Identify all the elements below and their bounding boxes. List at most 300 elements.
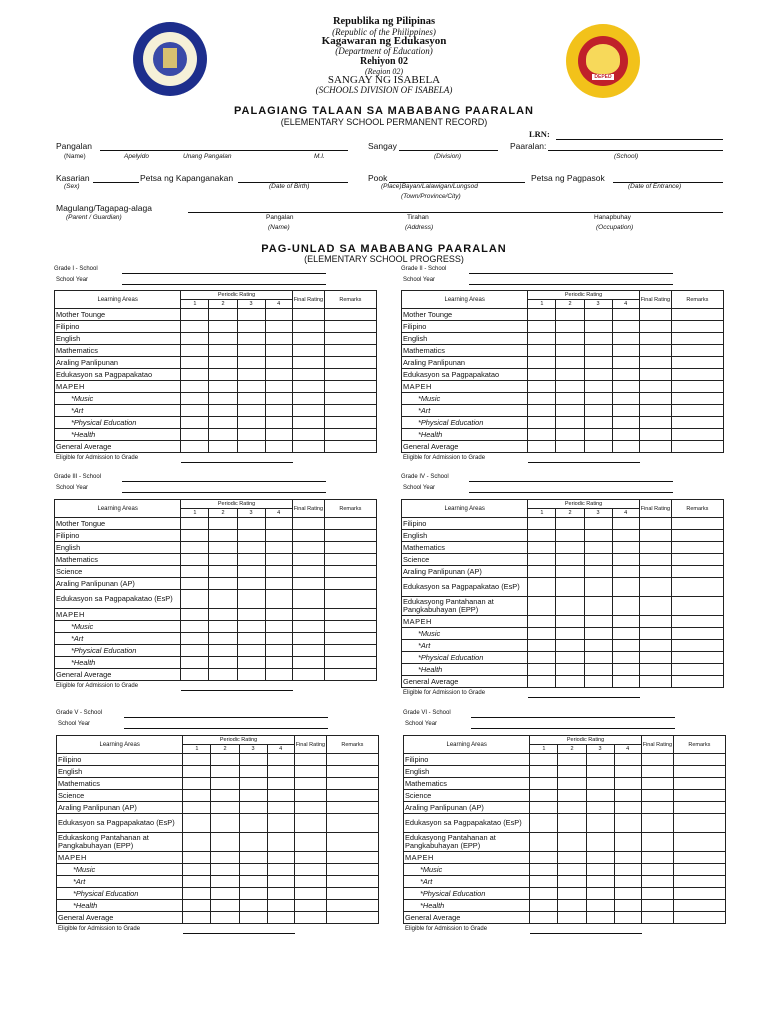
rating-cell[interactable]	[211, 833, 239, 852]
rating-cell[interactable]	[326, 852, 378, 864]
rating-cell[interactable]	[237, 357, 265, 369]
rating-cell[interactable]	[292, 518, 324, 530]
rating-cell[interactable]	[614, 876, 641, 888]
rating-cell[interactable]	[584, 357, 612, 369]
rating-cell[interactable]	[183, 754, 211, 766]
rating-cell[interactable]	[528, 357, 556, 369]
rating-cell[interactable]	[209, 578, 237, 590]
rating-cell[interactable]	[673, 852, 725, 864]
rating-cell[interactable]	[326, 833, 378, 852]
rating-cell[interactable]	[265, 633, 292, 645]
rating-cell[interactable]	[292, 357, 324, 369]
rating-cell[interactable]	[209, 381, 237, 393]
rating-cell[interactable]	[530, 802, 558, 814]
rating-cell[interactable]	[209, 357, 237, 369]
rating-cell[interactable]	[294, 912, 326, 924]
rating-cell[interactable]	[584, 333, 612, 345]
rating-cell[interactable]	[556, 597, 584, 616]
rating-cell[interactable]	[584, 429, 612, 441]
rating-cell[interactable]	[181, 345, 209, 357]
rating-cell[interactable]	[209, 417, 237, 429]
rating-cell[interactable]	[556, 616, 584, 628]
rating-cell[interactable]	[326, 754, 378, 766]
rating-cell[interactable]	[530, 778, 558, 790]
rating-cell[interactable]	[639, 652, 671, 664]
rating-cell[interactable]	[584, 321, 612, 333]
rating-cell[interactable]	[209, 441, 237, 453]
rating-cell[interactable]	[528, 417, 556, 429]
rating-cell[interactable]	[294, 900, 326, 912]
rating-cell[interactable]	[324, 405, 376, 417]
rating-cell[interactable]	[181, 621, 209, 633]
rating-cell[interactable]	[584, 652, 612, 664]
grade-school-field[interactable]	[124, 717, 328, 718]
rating-cell[interactable]	[209, 393, 237, 405]
rating-cell[interactable]	[586, 766, 614, 778]
rating-cell[interactable]	[558, 802, 586, 814]
eligible-field[interactable]	[183, 933, 295, 934]
rating-cell[interactable]	[239, 766, 267, 778]
rating-cell[interactable]	[239, 790, 267, 802]
rating-cell[interactable]	[528, 554, 556, 566]
rating-cell[interactable]	[528, 369, 556, 381]
rating-cell[interactable]	[612, 393, 639, 405]
rating-cell[interactable]	[556, 429, 584, 441]
rating-cell[interactable]	[265, 357, 292, 369]
rating-cell[interactable]	[324, 645, 376, 657]
rating-cell[interactable]	[237, 554, 265, 566]
rating-cell[interactable]	[612, 309, 639, 321]
grade-school-field[interactable]	[469, 273, 673, 274]
eligible-field[interactable]	[530, 933, 642, 934]
rating-cell[interactable]	[639, 441, 671, 453]
rating-cell[interactable]	[183, 864, 211, 876]
rating-cell[interactable]	[181, 405, 209, 417]
rating-cell[interactable]	[639, 597, 671, 616]
rating-cell[interactable]	[265, 621, 292, 633]
rating-cell[interactable]	[641, 852, 673, 864]
rating-cell[interactable]	[265, 590, 292, 609]
rating-cell[interactable]	[612, 554, 639, 566]
rating-cell[interactable]	[671, 628, 723, 640]
rating-cell[interactable]	[639, 628, 671, 640]
rating-cell[interactable]	[211, 852, 239, 864]
rating-cell[interactable]	[294, 888, 326, 900]
rating-cell[interactable]	[584, 345, 612, 357]
rating-cell[interactable]	[183, 888, 211, 900]
grade-school-field[interactable]	[122, 481, 326, 482]
rating-cell[interactable]	[292, 429, 324, 441]
rating-cell[interactable]	[612, 566, 639, 578]
rating-cell[interactable]	[265, 333, 292, 345]
rating-cell[interactable]	[558, 754, 586, 766]
rating-cell[interactable]	[239, 754, 267, 766]
rating-cell[interactable]	[558, 766, 586, 778]
rating-cell[interactable]	[181, 518, 209, 530]
rating-cell[interactable]	[211, 876, 239, 888]
rating-cell[interactable]	[237, 645, 265, 657]
rating-cell[interactable]	[673, 790, 725, 802]
rating-cell[interactable]	[556, 441, 584, 453]
rating-cell[interactable]	[237, 345, 265, 357]
rating-cell[interactable]	[265, 645, 292, 657]
rating-cell[interactable]	[324, 369, 376, 381]
rating-cell[interactable]	[239, 802, 267, 814]
rating-cell[interactable]	[671, 530, 723, 542]
rating-cell[interactable]	[326, 864, 378, 876]
rating-cell[interactable]	[209, 369, 237, 381]
rating-cell[interactable]	[556, 640, 584, 652]
rating-cell[interactable]	[324, 309, 376, 321]
rating-cell[interactable]	[181, 357, 209, 369]
rating-cell[interactable]	[639, 676, 671, 688]
rating-cell[interactable]	[265, 393, 292, 405]
rating-cell[interactable]	[639, 542, 671, 554]
rating-cell[interactable]	[671, 616, 723, 628]
rating-cell[interactable]	[239, 876, 267, 888]
rating-cell[interactable]	[239, 852, 267, 864]
rating-cell[interactable]	[265, 554, 292, 566]
rating-cell[interactable]	[181, 309, 209, 321]
rating-cell[interactable]	[584, 369, 612, 381]
rating-cell[interactable]	[586, 790, 614, 802]
rating-cell[interactable]	[612, 616, 639, 628]
rating-cell[interactable]	[209, 345, 237, 357]
rating-cell[interactable]	[641, 912, 673, 924]
rating-cell[interactable]	[641, 802, 673, 814]
rating-cell[interactable]	[639, 429, 671, 441]
rating-cell[interactable]	[586, 852, 614, 864]
rating-cell[interactable]	[267, 864, 294, 876]
grade-school-field[interactable]	[469, 481, 673, 482]
rating-cell[interactable]	[530, 912, 558, 924]
rating-cell[interactable]	[673, 888, 725, 900]
rating-cell[interactable]	[181, 333, 209, 345]
rating-cell[interactable]	[671, 345, 723, 357]
rating-cell[interactable]	[209, 645, 237, 657]
rating-cell[interactable]	[530, 754, 558, 766]
rating-cell[interactable]	[267, 778, 294, 790]
rating-cell[interactable]	[671, 333, 723, 345]
rating-cell[interactable]	[671, 309, 723, 321]
rating-cell[interactable]	[294, 864, 326, 876]
school-year-field[interactable]	[471, 728, 675, 729]
rating-cell[interactable]	[326, 888, 378, 900]
rating-cell[interactable]	[211, 778, 239, 790]
rating-cell[interactable]	[181, 633, 209, 645]
rating-cell[interactable]	[530, 852, 558, 864]
rating-cell[interactable]	[558, 912, 586, 924]
rating-cell[interactable]	[639, 616, 671, 628]
rating-cell[interactable]	[584, 417, 612, 429]
rating-cell[interactable]	[324, 381, 376, 393]
rating-cell[interactable]	[612, 578, 639, 597]
rating-cell[interactable]	[639, 417, 671, 429]
rating-cell[interactable]	[586, 864, 614, 876]
rating-cell[interactable]	[671, 652, 723, 664]
rating-cell[interactable]	[556, 417, 584, 429]
rating-cell[interactable]	[237, 309, 265, 321]
rating-cell[interactable]	[292, 621, 324, 633]
rating-cell[interactable]	[237, 518, 265, 530]
rating-cell[interactable]	[211, 754, 239, 766]
rating-cell[interactable]	[584, 640, 612, 652]
rating-cell[interactable]	[584, 381, 612, 393]
rating-cell[interactable]	[324, 417, 376, 429]
rating-cell[interactable]	[183, 900, 211, 912]
rating-cell[interactable]	[528, 652, 556, 664]
rating-cell[interactable]	[267, 802, 294, 814]
rating-cell[interactable]	[556, 345, 584, 357]
rating-cell[interactable]	[612, 345, 639, 357]
rating-cell[interactable]	[324, 393, 376, 405]
lrn-field[interactable]	[556, 139, 723, 140]
rating-cell[interactable]	[324, 333, 376, 345]
school-year-field[interactable]	[122, 492, 326, 493]
rating-cell[interactable]	[556, 566, 584, 578]
rating-cell[interactable]	[556, 393, 584, 405]
rating-cell[interactable]	[671, 321, 723, 333]
rating-cell[interactable]	[586, 754, 614, 766]
rating-cell[interactable]	[671, 542, 723, 554]
rating-cell[interactable]	[639, 357, 671, 369]
school-year-field[interactable]	[122, 284, 326, 285]
rating-cell[interactable]	[181, 657, 209, 669]
rating-cell[interactable]	[530, 864, 558, 876]
sex-field[interactable]	[93, 182, 139, 183]
rating-cell[interactable]	[237, 609, 265, 621]
rating-cell[interactable]	[612, 441, 639, 453]
rating-cell[interactable]	[558, 778, 586, 790]
rating-cell[interactable]	[326, 790, 378, 802]
rating-cell[interactable]	[181, 381, 209, 393]
rating-cell[interactable]	[239, 864, 267, 876]
rating-cell[interactable]	[639, 309, 671, 321]
rating-cell[interactable]	[673, 754, 725, 766]
rating-cell[interactable]	[673, 876, 725, 888]
rating-cell[interactable]	[292, 554, 324, 566]
rating-cell[interactable]	[324, 657, 376, 669]
rating-cell[interactable]	[267, 814, 294, 833]
rating-cell[interactable]	[237, 369, 265, 381]
rating-cell[interactable]	[528, 676, 556, 688]
rating-cell[interactable]	[267, 888, 294, 900]
rating-cell[interactable]	[326, 814, 378, 833]
rating-cell[interactable]	[183, 852, 211, 864]
rating-cell[interactable]	[324, 633, 376, 645]
rating-cell[interactable]	[641, 900, 673, 912]
rating-cell[interactable]	[584, 676, 612, 688]
rating-cell[interactable]	[267, 876, 294, 888]
rating-cell[interactable]	[558, 876, 586, 888]
rating-cell[interactable]	[584, 393, 612, 405]
rating-cell[interactable]	[584, 664, 612, 676]
rating-cell[interactable]	[265, 609, 292, 621]
rating-cell[interactable]	[614, 754, 641, 766]
rating-cell[interactable]	[556, 333, 584, 345]
rating-cell[interactable]	[211, 864, 239, 876]
rating-cell[interactable]	[612, 640, 639, 652]
rating-cell[interactable]	[614, 912, 641, 924]
rating-cell[interactable]	[556, 530, 584, 542]
rating-cell[interactable]	[671, 429, 723, 441]
rating-cell[interactable]	[181, 429, 209, 441]
rating-cell[interactable]	[292, 381, 324, 393]
rating-cell[interactable]	[326, 766, 378, 778]
rating-cell[interactable]	[237, 393, 265, 405]
rating-cell[interactable]	[324, 429, 376, 441]
rating-cell[interactable]	[639, 566, 671, 578]
rating-cell[interactable]	[641, 790, 673, 802]
rating-cell[interactable]	[641, 833, 673, 852]
rating-cell[interactable]	[528, 566, 556, 578]
rating-cell[interactable]	[239, 900, 267, 912]
rating-cell[interactable]	[641, 888, 673, 900]
rating-cell[interactable]	[673, 802, 725, 814]
rating-cell[interactable]	[211, 814, 239, 833]
rating-cell[interactable]	[639, 345, 671, 357]
rating-cell[interactable]	[641, 876, 673, 888]
rating-cell[interactable]	[267, 766, 294, 778]
rating-cell[interactable]	[528, 542, 556, 554]
rating-cell[interactable]	[294, 754, 326, 766]
rating-cell[interactable]	[584, 441, 612, 453]
rating-cell[interactable]	[673, 900, 725, 912]
rating-cell[interactable]	[294, 852, 326, 864]
rating-cell[interactable]	[614, 888, 641, 900]
rating-cell[interactable]	[639, 554, 671, 566]
rating-cell[interactable]	[558, 888, 586, 900]
rating-cell[interactable]	[614, 802, 641, 814]
rating-cell[interactable]	[292, 309, 324, 321]
parent-field[interactable]	[188, 212, 723, 213]
rating-cell[interactable]	[181, 321, 209, 333]
rating-cell[interactable]	[671, 441, 723, 453]
rating-cell[interactable]	[265, 530, 292, 542]
rating-cell[interactable]	[181, 554, 209, 566]
rating-cell[interactable]	[211, 790, 239, 802]
rating-cell[interactable]	[612, 652, 639, 664]
rating-cell[interactable]	[237, 429, 265, 441]
rating-cell[interactable]	[528, 321, 556, 333]
rating-cell[interactable]	[211, 912, 239, 924]
rating-cell[interactable]	[556, 676, 584, 688]
rating-cell[interactable]	[209, 590, 237, 609]
rating-cell[interactable]	[639, 333, 671, 345]
rating-cell[interactable]	[292, 333, 324, 345]
rating-cell[interactable]	[209, 518, 237, 530]
rating-cell[interactable]	[584, 405, 612, 417]
rating-cell[interactable]	[267, 754, 294, 766]
school-year-field[interactable]	[469, 284, 673, 285]
rating-cell[interactable]	[239, 888, 267, 900]
rating-cell[interactable]	[237, 578, 265, 590]
rating-cell[interactable]	[612, 664, 639, 676]
rating-cell[interactable]	[639, 369, 671, 381]
rating-cell[interactable]	[671, 578, 723, 597]
rating-cell[interactable]	[324, 578, 376, 590]
rating-cell[interactable]	[558, 900, 586, 912]
rating-cell[interactable]	[292, 566, 324, 578]
rating-cell[interactable]	[267, 833, 294, 852]
rating-cell[interactable]	[267, 790, 294, 802]
rating-cell[interactable]	[181, 566, 209, 578]
rating-cell[interactable]	[183, 912, 211, 924]
rating-cell[interactable]	[612, 542, 639, 554]
rating-cell[interactable]	[528, 578, 556, 597]
rating-cell[interactable]	[265, 542, 292, 554]
rating-cell[interactable]	[181, 669, 209, 681]
grade-school-field[interactable]	[122, 273, 326, 274]
rating-cell[interactable]	[612, 597, 639, 616]
rating-cell[interactable]	[612, 357, 639, 369]
rating-cell[interactable]	[237, 590, 265, 609]
rating-cell[interactable]	[671, 640, 723, 652]
rating-cell[interactable]	[237, 566, 265, 578]
rating-cell[interactable]	[209, 530, 237, 542]
eligible-field[interactable]	[528, 697, 640, 698]
rating-cell[interactable]	[584, 597, 612, 616]
rating-cell[interactable]	[211, 888, 239, 900]
rating-cell[interactable]	[209, 554, 237, 566]
rating-cell[interactable]	[673, 766, 725, 778]
rating-cell[interactable]	[237, 669, 265, 681]
rating-cell[interactable]	[324, 542, 376, 554]
rating-cell[interactable]	[237, 542, 265, 554]
rating-cell[interactable]	[556, 578, 584, 597]
rating-cell[interactable]	[292, 645, 324, 657]
rating-cell[interactable]	[614, 833, 641, 852]
rating-cell[interactable]	[639, 530, 671, 542]
rating-cell[interactable]	[528, 309, 556, 321]
rating-cell[interactable]	[326, 900, 378, 912]
rating-cell[interactable]	[324, 357, 376, 369]
rating-cell[interactable]	[239, 814, 267, 833]
rating-cell[interactable]	[528, 405, 556, 417]
rating-cell[interactable]	[612, 333, 639, 345]
rating-cell[interactable]	[556, 321, 584, 333]
rating-cell[interactable]	[586, 888, 614, 900]
rating-cell[interactable]	[612, 417, 639, 429]
rating-cell[interactable]	[586, 802, 614, 814]
rating-cell[interactable]	[586, 833, 614, 852]
rating-cell[interactable]	[612, 676, 639, 688]
rating-cell[interactable]	[267, 900, 294, 912]
rating-cell[interactable]	[292, 369, 324, 381]
rating-cell[interactable]	[641, 864, 673, 876]
rating-cell[interactable]	[292, 345, 324, 357]
rating-cell[interactable]	[237, 381, 265, 393]
rating-cell[interactable]	[265, 321, 292, 333]
rating-cell[interactable]	[292, 405, 324, 417]
rating-cell[interactable]	[237, 633, 265, 645]
rating-cell[interactable]	[673, 912, 725, 924]
rating-cell[interactable]	[673, 778, 725, 790]
rating-cell[interactable]	[237, 530, 265, 542]
rating-cell[interactable]	[586, 912, 614, 924]
rating-cell[interactable]	[239, 912, 267, 924]
rating-cell[interactable]	[584, 309, 612, 321]
rating-cell[interactable]	[671, 405, 723, 417]
rating-cell[interactable]	[528, 597, 556, 616]
rating-cell[interactable]	[237, 417, 265, 429]
rating-cell[interactable]	[324, 518, 376, 530]
rating-cell[interactable]	[265, 669, 292, 681]
rating-cell[interactable]	[586, 778, 614, 790]
rating-cell[interactable]	[324, 441, 376, 453]
rating-cell[interactable]	[556, 381, 584, 393]
rating-cell[interactable]	[324, 530, 376, 542]
